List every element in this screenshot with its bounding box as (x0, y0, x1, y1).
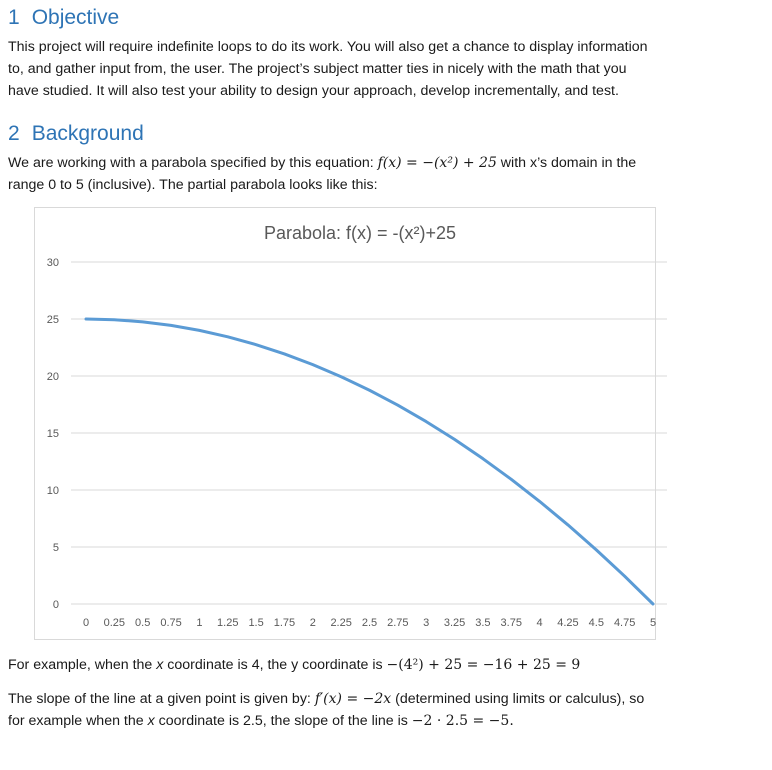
paragraph-line: to, and gather input from, the user. The project’s subject matter ties in nicely with the math that you (8, 61, 627, 77)
data-point (85, 318, 87, 320)
paragraph-line (8, 152, 748, 174)
section-number: 1 (8, 6, 20, 29)
x-tick-label: 0.25 (103, 617, 126, 629)
text-run: with x’s domain in the (496, 155, 637, 171)
text-run: for example when the (8, 713, 148, 729)
x-tick-label: 1.25 (217, 617, 239, 629)
gridlines (71, 262, 667, 604)
data-point (198, 329, 200, 331)
y-axis-labels (47, 257, 59, 611)
data-point (283, 353, 285, 355)
parabola-chart (34, 207, 656, 640)
text-run: (determined using limits or calculus), so (391, 691, 645, 707)
equation: f(x) = −(x²) + 25 (377, 155, 497, 171)
section-number: 2 (8, 122, 20, 145)
data-point (255, 343, 257, 345)
data-point (482, 457, 484, 459)
text-run: The slope of the line at a given point is given by: (8, 691, 315, 707)
example-paragraph (8, 654, 748, 676)
data-point (538, 500, 540, 502)
background-paragraph (8, 152, 748, 196)
paragraph-line (8, 688, 748, 710)
data-point (170, 324, 172, 326)
x-tick-label: 4.25 (557, 617, 579, 629)
x-tick-label: 2.5 (361, 617, 378, 629)
section-title: Objective (31, 6, 120, 29)
y-tick-label: 20 (46, 371, 59, 383)
x-tick-label: 4.75 (613, 617, 636, 629)
data-point (113, 319, 115, 321)
x-tick-label: 1.5 (248, 617, 264, 629)
text-run: We are working with a parabola specified by this equation: (8, 155, 378, 171)
derivative-equation: f′(x) = −2x (314, 691, 392, 707)
x-tick-label: 3.25 (443, 617, 466, 629)
x-tick-label: 3.75 (500, 617, 522, 629)
x-tick-label: 0 (82, 617, 90, 629)
series-layer (85, 318, 654, 605)
data-point (142, 321, 144, 323)
value: 4 (251, 657, 260, 673)
x-tick-label: 0.75 (160, 617, 182, 629)
text-run: coordinate is 2.5, the slope of the line is (154, 713, 412, 729)
paragraph-line: have studied. It will also test your ability to design your approach, develop incrementally, and test. (8, 83, 619, 99)
x-tick-label: 5 (649, 617, 657, 629)
slope-paragraph (8, 688, 748, 732)
y-tick-label: 25 (46, 314, 59, 326)
section-title: Background (31, 122, 144, 145)
data-point (397, 404, 399, 406)
y-tick-label: 30 (46, 257, 59, 269)
paragraph-line: This project will require indefinite loops to do its work. You will also get a chance to display information (8, 39, 648, 55)
data-point (425, 420, 427, 422)
data-point (652, 603, 654, 605)
variable: x (156, 657, 164, 673)
data-point (623, 575, 625, 577)
x-tick-label: 3 (423, 617, 430, 629)
x-tick-label: 1 (196, 617, 203, 629)
y-tick-label: 15 (46, 428, 59, 440)
y-tick-label: 10 (46, 485, 59, 497)
data-point (312, 363, 314, 365)
series-line (86, 319, 653, 604)
x-tick-label: 2.25 (330, 617, 352, 629)
x-tick-label: 4 (536, 617, 543, 629)
equation: −(4²) + 25 = −16 + 25 = 9 (386, 657, 581, 673)
x-axis-labels (83, 617, 656, 629)
text-run: For example, when the (8, 657, 157, 673)
data-point (340, 376, 342, 378)
x-tick-label: 1.75 (273, 617, 296, 629)
x-tick-label: 2.75 (387, 617, 409, 629)
text-run: , the y coordinate is (259, 657, 387, 673)
section-heading-objective (8, 6, 119, 30)
chart-svg (35, 208, 655, 639)
x-tick-label: 4.5 (588, 617, 604, 629)
x-tick-label: 3.5 (475, 617, 491, 629)
x-tick-label: 2 (309, 617, 316, 629)
data-point (227, 336, 229, 338)
data-point (567, 524, 569, 526)
y-tick-label: 0 (52, 599, 59, 611)
equation: −2 · 2.5 = −5. (411, 713, 514, 729)
data-point (368, 389, 370, 391)
text-run: coordinate is (163, 657, 252, 673)
section-heading-background (8, 122, 144, 146)
chart-title: Parabola: f(x) = -(x²)+25 (263, 223, 457, 243)
data-point (595, 549, 597, 551)
data-point (453, 438, 455, 440)
x-tick-label: 0.5 (135, 617, 151, 629)
variable: x (147, 713, 155, 729)
paragraph-line (8, 710, 748, 732)
paragraph-line: range 0 to 5 (inclusive). The partial parabola looks like this: (8, 177, 378, 193)
y-tick-label: 5 (52, 542, 59, 554)
objective-paragraph (8, 36, 748, 102)
data-point (510, 478, 512, 480)
